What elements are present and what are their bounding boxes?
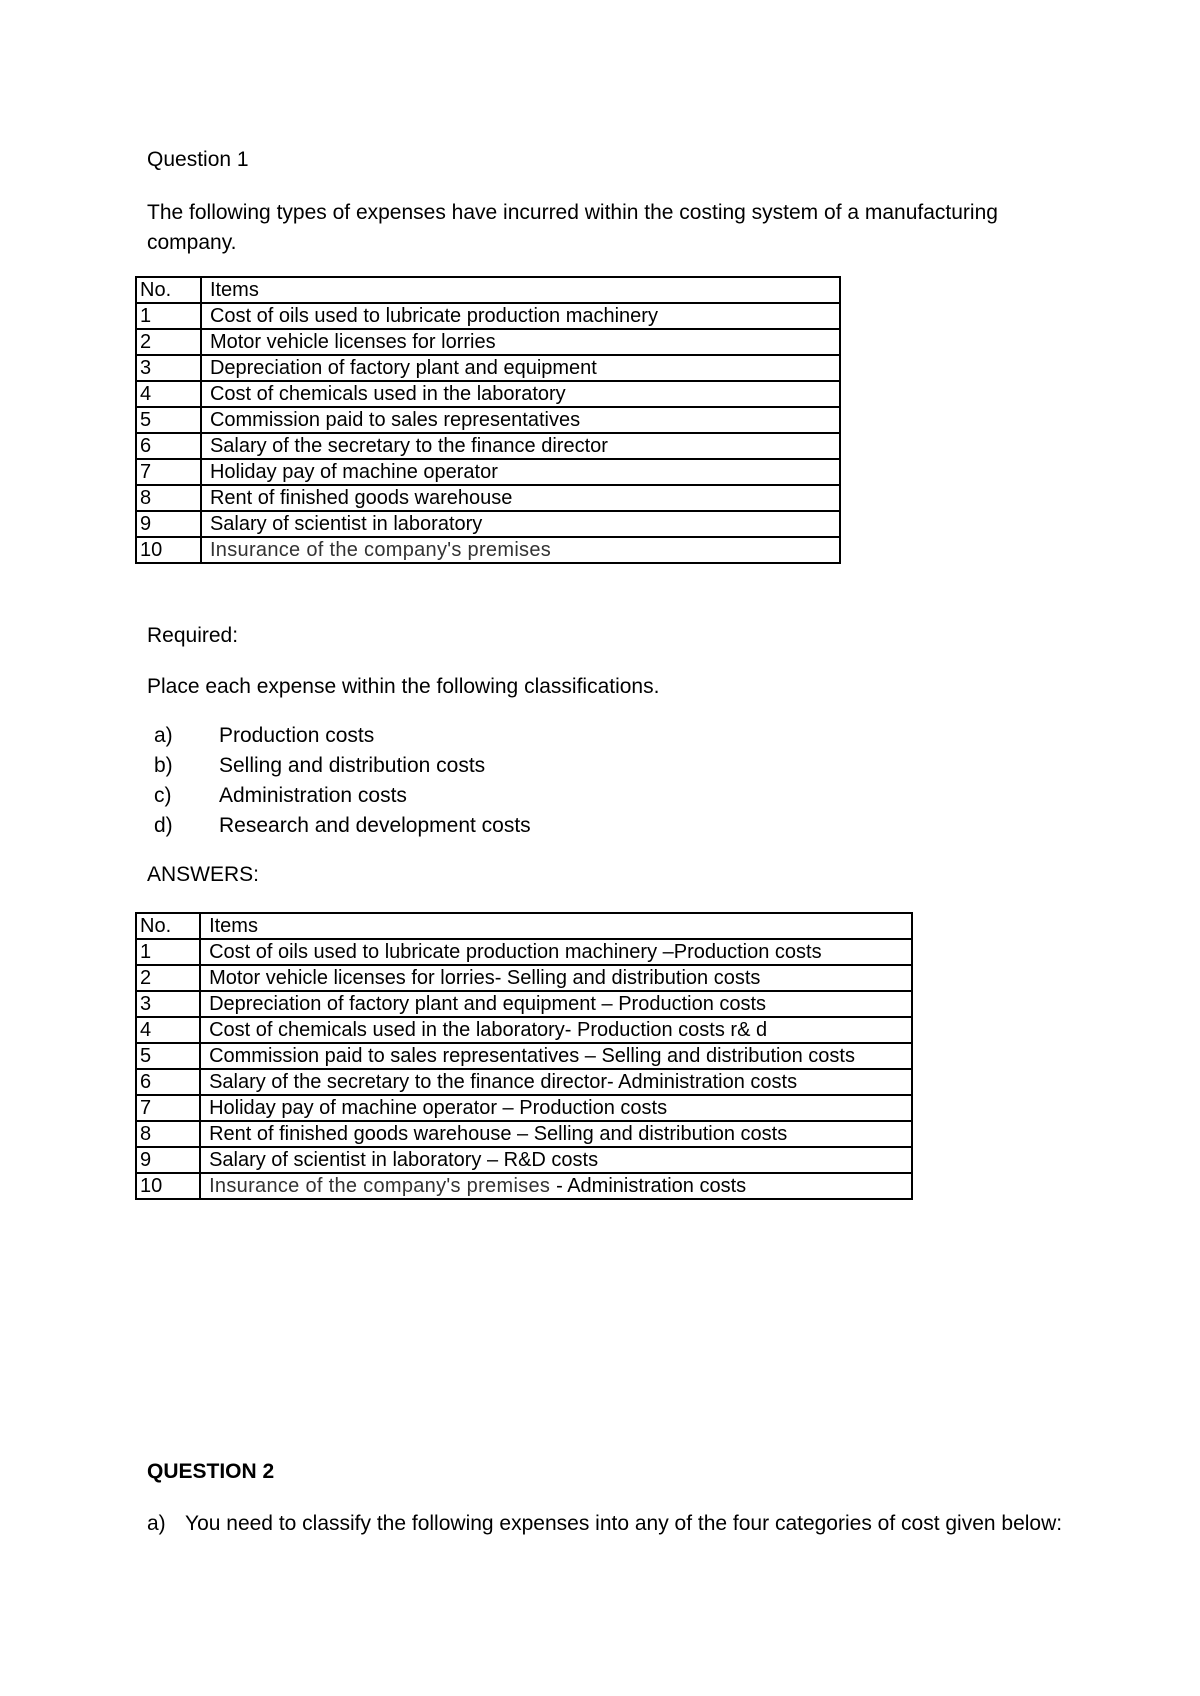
header-no: No. — [136, 277, 201, 303]
row-no: 8 — [136, 485, 201, 511]
row-no: 9 — [136, 511, 201, 537]
table-row — [136, 1017, 912, 1043]
row-item — [200, 1173, 912, 1199]
table-header-row — [136, 277, 840, 303]
table-row — [136, 355, 840, 381]
row-item: Holiday pay of machine operator – Production costs — [200, 1095, 912, 1121]
expenses-table — [135, 276, 841, 564]
header-items: Items — [201, 277, 840, 303]
table-header-row — [136, 913, 912, 939]
row-no: 2 — [136, 329, 201, 355]
row-item: Cost of oils used to lubricate production machinery –Production costs — [200, 939, 912, 965]
table-row — [136, 433, 840, 459]
row-no: 3 — [136, 991, 200, 1017]
table-row — [136, 381, 840, 407]
row-no: 4 — [136, 381, 201, 407]
required-label: Required: — [147, 624, 239, 647]
row-item: Cost of chemicals used in the laboratory — [201, 381, 840, 407]
row-no: 7 — [136, 459, 201, 485]
row-no: 5 — [136, 407, 201, 433]
row-item: Motor vehicle licenses for lorries — [201, 329, 840, 355]
row-item: Cost of chemicals used in the laboratory- Production costs r& d — [200, 1017, 912, 1043]
list-item — [147, 781, 531, 811]
list-label: Administration costs — [219, 784, 407, 807]
table-row — [136, 1043, 912, 1069]
row-item: Rent of finished goods warehouse – Selling and distribution costs — [200, 1121, 912, 1147]
part-a-marker: a) — [147, 1512, 166, 1535]
table-row — [136, 965, 912, 991]
row-item: Depreciation of factory plant and equipment – Production costs — [200, 991, 912, 1017]
list-marker: a) — [154, 724, 173, 747]
table-row — [136, 1069, 912, 1095]
question-1-heading: Question 1 — [147, 148, 249, 171]
list-marker: b) — [154, 754, 173, 777]
row-item: Motor vehicle licenses for lorries- Selling and distribution costs — [200, 965, 912, 991]
row-no: 2 — [136, 965, 200, 991]
classification-list — [147, 721, 531, 841]
row-no: 8 — [136, 1121, 200, 1147]
question-2-heading: QUESTION 2 — [147, 1460, 275, 1483]
table-row — [136, 459, 840, 485]
list-label: Research and development costs — [219, 814, 531, 837]
row-no: 10 — [136, 1173, 200, 1199]
table-row — [136, 1147, 912, 1173]
row-item: Salary of scientist in laboratory — [201, 511, 840, 537]
table-row — [136, 939, 912, 965]
part-a-text: You need to classify the following expenses into any of the four categories of cost given below: — [185, 1512, 1063, 1535]
question-2-part-a — [147, 1508, 1087, 1539]
table-row — [136, 991, 912, 1017]
row-item: Cost of oils used to lubricate production machinery — [201, 303, 840, 329]
row-no: 4 — [136, 1017, 200, 1043]
answers-label: ANSWERS: — [147, 863, 260, 886]
table-row — [136, 511, 840, 537]
table-row — [136, 1121, 912, 1147]
header-no: No. — [136, 913, 200, 939]
row-item: Depreciation of factory plant and equipment — [201, 355, 840, 381]
table-row — [136, 537, 840, 563]
row-item: Commission paid to sales representatives – Selling and distribution costs — [200, 1043, 912, 1069]
row-item-part: Insurance of the company's premises — [209, 1175, 557, 1197]
instruction-text: Place each expense within the following classifications. — [147, 675, 660, 698]
answers-table — [135, 912, 913, 1200]
row-item-part: - Administration costs — [556, 1175, 747, 1197]
row-no: 5 — [136, 1043, 200, 1069]
row-no: 1 — [136, 939, 200, 965]
table-row — [136, 1173, 912, 1199]
list-label: Production costs — [219, 724, 375, 747]
row-no: 6 — [136, 433, 201, 459]
row-no: 3 — [136, 355, 201, 381]
row-item: Salary of scientist in laboratory – R&D costs — [200, 1147, 912, 1173]
row-no: 6 — [136, 1069, 200, 1095]
header-items: Items — [200, 913, 912, 939]
row-item: Salary of the secretary to the finance director- Administration costs — [200, 1069, 912, 1095]
row-item: Commission paid to sales representatives — [201, 407, 840, 433]
list-item — [147, 811, 531, 841]
table-row — [136, 485, 840, 511]
table-row — [136, 1095, 912, 1121]
list-marker: d) — [154, 814, 173, 837]
list-item — [147, 751, 531, 781]
list-label: Selling and distribution costs — [219, 754, 486, 777]
row-item: Insurance of the company's premises — [201, 537, 840, 563]
list-marker: c) — [154, 784, 172, 807]
row-item: Rent of finished goods warehouse — [201, 485, 840, 511]
row-no: 10 — [136, 537, 201, 563]
table-row — [136, 407, 840, 433]
table-row — [136, 303, 840, 329]
table-row — [136, 329, 840, 355]
row-no: 7 — [136, 1095, 200, 1121]
row-no: 9 — [136, 1147, 200, 1173]
row-no: 1 — [136, 303, 201, 329]
question-1-intro: The following types of expenses have incurred within the costing system of a manufacturing company. — [147, 201, 998, 254]
list-item — [147, 721, 531, 751]
row-item: Holiday pay of machine operator — [201, 459, 840, 485]
row-item: Salary of the secretary to the finance director — [201, 433, 840, 459]
